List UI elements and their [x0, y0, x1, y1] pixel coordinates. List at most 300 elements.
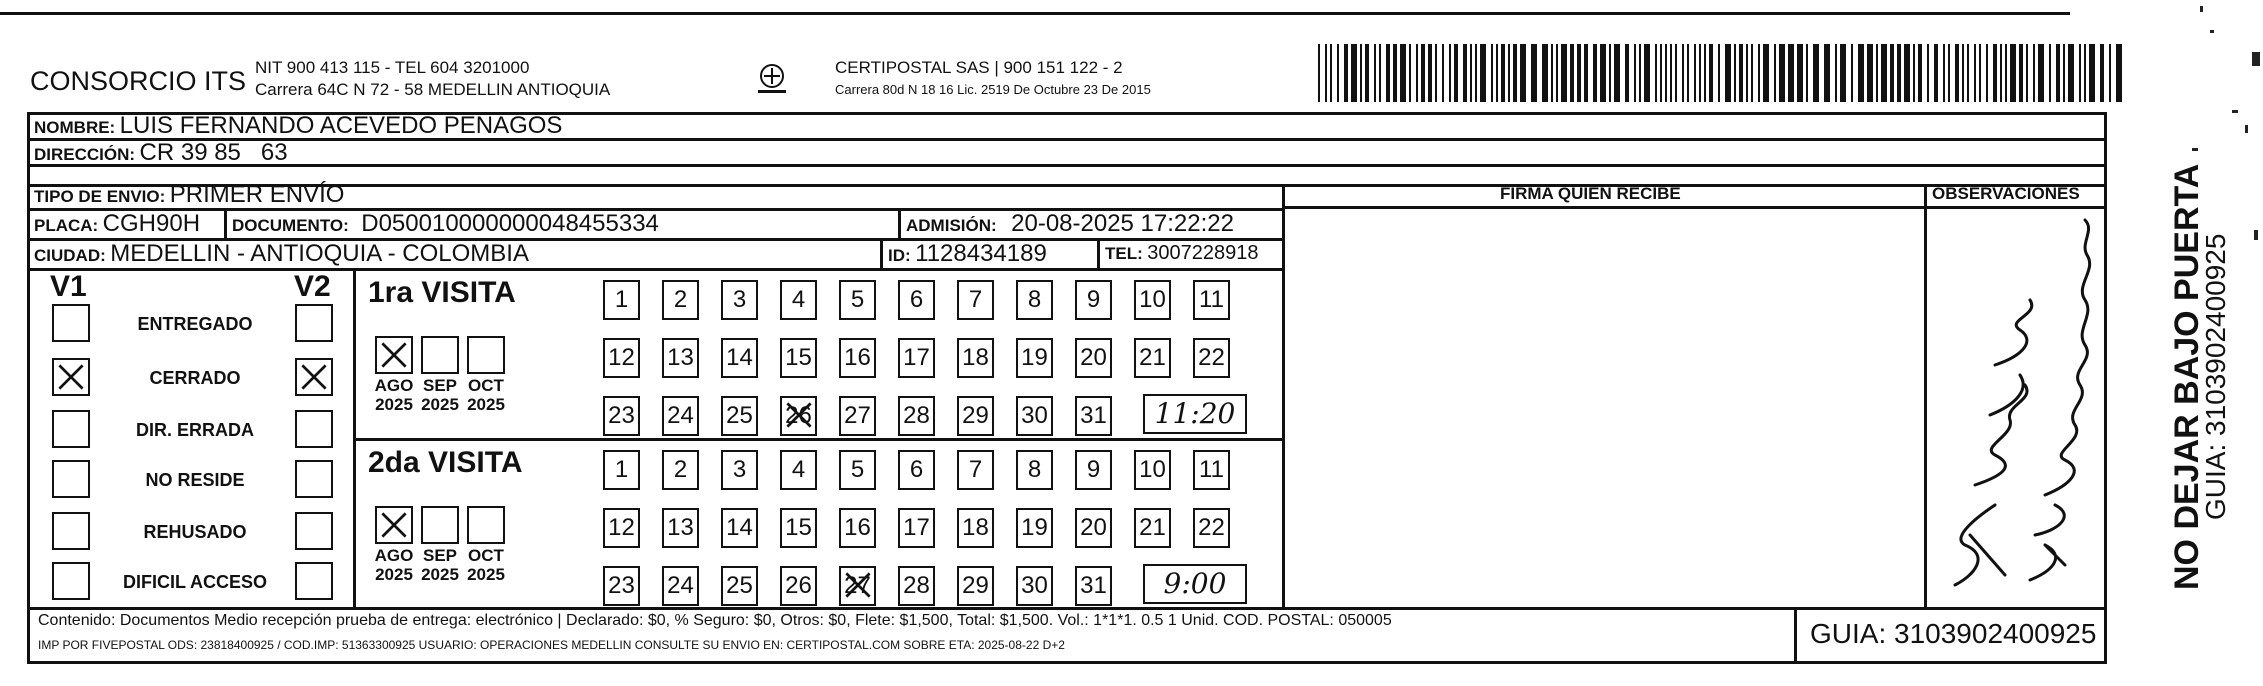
day-number: 13	[667, 514, 694, 541]
day-box[interactable]	[839, 396, 876, 436]
barcode-bar	[1955, 44, 1959, 102]
barcode-bar	[1416, 44, 1418, 102]
barcode-bar	[2019, 44, 2023, 102]
barcode-bar	[1840, 44, 1846, 102]
day-box[interactable]	[898, 338, 935, 378]
day-box[interactable]	[603, 338, 640, 378]
barcode-bar	[1584, 44, 1588, 102]
documento-row	[232, 210, 659, 238]
barcode-bar	[1475, 44, 1477, 102]
month-name: AGO	[374, 376, 414, 395]
day-number: 18	[962, 344, 989, 371]
day-number: 30	[1021, 402, 1048, 429]
barcode-bar	[1974, 44, 1976, 102]
admision-label: ADMISIÓN:	[906, 216, 997, 235]
barcode-bar	[1551, 44, 1553, 102]
barcode-bar	[1330, 44, 1332, 102]
barcode-bar	[1400, 44, 1406, 102]
month-year: 2025	[375, 565, 413, 584]
placa-row	[34, 210, 200, 238]
company-line-2: Carrera 64C N 72 - 58 MEDELLIN ANTIOQUIA	[255, 80, 611, 99]
month-year: 2025	[467, 395, 505, 414]
barcode-bar	[1318, 44, 1320, 102]
direccion-label: DIRECCIÓN:	[34, 145, 136, 164]
footer-line-1: Contenido: Documentos Medio recepción prueba de entrega: electrónico | Declarado: $0, % Seguro: $0, Otros: $0, Flete: $1,500, Total: $1,500. Vol.: 1*1*1. 0.5 1 Unid. COD. POSTAL: 050005	[38, 612, 1392, 629]
status-v1-checkbox[interactable]	[52, 460, 90, 498]
day-box[interactable]	[1075, 280, 1112, 320]
day-number: 22	[1198, 344, 1225, 371]
barcode-bar	[1986, 44, 1988, 102]
day-box[interactable]	[721, 508, 758, 548]
barcode-bar	[2033, 44, 2035, 102]
barcode-bar	[1435, 44, 1437, 102]
status-label: CERRADO	[149, 368, 241, 388]
day-box[interactable]	[721, 396, 758, 436]
day-box[interactable]	[898, 450, 935, 490]
placa-value: CGH90H	[102, 210, 201, 237]
day-number: 12	[608, 514, 635, 541]
barcode-bar	[1813, 44, 1819, 102]
day-box[interactable]	[1016, 508, 1053, 548]
footer-line-2: IMP POR FIVEPOSTAL ODS: 23818400925 / COD.IMP: 51363300925 USUARIO: OPERACIONES MEDELLIN CONSULTE SU ENVIO EN: CERTIPOSTAL.COM SOBRE ETA: 2025-08-22 D+2	[38, 638, 1065, 652]
day-box[interactable]	[780, 338, 817, 378]
id-value: 1128434189	[915, 240, 1047, 267]
visit-time: 9:00	[1143, 564, 1247, 604]
barcode-bar	[1851, 44, 1853, 102]
visit-divider	[353, 438, 1282, 441]
placa-label: PLACA:	[34, 216, 99, 235]
barcode-bar	[1824, 44, 1830, 102]
day-number: 26	[785, 402, 812, 429]
status-v2-checkbox[interactable]	[295, 512, 333, 550]
day-box[interactable]	[603, 280, 640, 320]
barcode-bar	[1739, 44, 1743, 102]
day-box[interactable]	[603, 566, 640, 606]
admision-row	[906, 210, 1234, 238]
month-label	[369, 546, 419, 584]
barcode-bar	[1876, 44, 1878, 102]
day-number: 1	[614, 286, 629, 313]
month-label	[461, 376, 511, 414]
day-number: 22	[1198, 514, 1225, 541]
top-border	[0, 12, 2070, 15]
day-number: 9	[1086, 456, 1101, 483]
day-number: 17	[903, 344, 930, 371]
row-line	[27, 164, 2107, 167]
status-label: DIR. ERRADA	[135, 420, 254, 440]
day-box[interactable]	[839, 450, 876, 490]
day-box[interactable]	[1075, 566, 1112, 606]
barcode-bar	[1670, 44, 1672, 102]
status-v2-checkbox[interactable]	[295, 410, 333, 448]
day-box[interactable]	[1016, 450, 1053, 490]
documento-value: D050010000000048455334	[361, 210, 659, 237]
barcode-bar	[1779, 44, 1785, 102]
day-box[interactable]	[839, 566, 876, 606]
day-number: 17	[903, 514, 930, 541]
barcode-bar	[1639, 44, 1641, 102]
status-label: ENTREGADO	[137, 314, 253, 334]
month-checkbox[interactable]	[467, 336, 505, 374]
day-box[interactable]	[662, 280, 699, 320]
certipostal-logo	[752, 60, 792, 100]
day-box[interactable]	[603, 450, 640, 490]
day-box[interactable]	[1193, 508, 1230, 548]
side-guia: GUIA: 3103902400925	[2200, 233, 2231, 520]
day-number: 31	[1080, 572, 1107, 599]
ciudad-value: MEDELLIN - ANTIOQUIA - COLOMBIA	[110, 240, 529, 267]
barcode-bar	[1962, 44, 1964, 102]
day-box[interactable]	[1134, 508, 1171, 548]
barcode-bar	[1725, 44, 1731, 102]
barcode-bar	[1897, 44, 1901, 102]
day-number: 25	[726, 402, 753, 429]
barcode-bar	[1577, 44, 1581, 102]
month-checkbox[interactable]	[375, 336, 413, 374]
barcode-bar	[1442, 44, 1444, 102]
month-name: OCT	[468, 546, 504, 565]
barcode-bar	[2010, 44, 2016, 102]
barcode-bar	[2005, 44, 2007, 102]
barcode-bar	[1428, 44, 1432, 102]
day-number: 2	[673, 456, 688, 483]
day-number: 7	[968, 456, 983, 483]
postal-address: Carrera 80d N 18 16 Lic. 2519 De Octubre 23 De 2015	[835, 82, 1151, 97]
barcode-bar	[1449, 44, 1451, 102]
barcode-bar	[1655, 44, 1657, 102]
status-v1-checkbox[interactable]	[52, 304, 90, 342]
day-box[interactable]	[1016, 396, 1053, 436]
tel-label: TEL:	[1105, 244, 1143, 263]
barcode-bar	[1694, 44, 1696, 102]
month-name: SEP	[422, 376, 458, 395]
day-box[interactable]	[1193, 280, 1230, 320]
status-v1-checkbox[interactable]	[52, 358, 90, 396]
day-box[interactable]	[721, 338, 758, 378]
day-number: 15	[785, 514, 812, 541]
day-box[interactable]	[780, 396, 817, 436]
month-label	[415, 376, 465, 414]
day-number: 26	[785, 572, 812, 599]
barcode-bar	[1470, 44, 1472, 102]
status-v2-checkbox[interactable]	[295, 562, 333, 600]
ciudad-row	[34, 240, 529, 268]
day-box[interactable]	[957, 450, 994, 490]
day-number: 6	[909, 286, 924, 313]
day-box[interactable]	[721, 450, 758, 490]
month-label	[415, 546, 465, 584]
barcode-bar	[1675, 44, 1677, 102]
day-number: 20	[1080, 344, 1107, 371]
month-label	[461, 546, 511, 584]
barcode-bar	[1337, 44, 1339, 102]
barcode-bar	[1934, 44, 1938, 102]
day-box[interactable]	[898, 566, 935, 606]
barcode-bar	[1709, 44, 1713, 102]
col-line	[353, 268, 356, 607]
direccion-row	[34, 139, 288, 167]
day-box[interactable]	[1134, 280, 1171, 320]
status-v2-checkbox[interactable]	[295, 304, 333, 342]
barcode-bar	[1788, 44, 1794, 102]
col-line	[1097, 238, 1100, 268]
visit-time: 11:20	[1143, 394, 1247, 434]
day-number: 21	[1139, 514, 1166, 541]
day-number: 23	[608, 572, 635, 599]
day-box[interactable]	[1075, 396, 1112, 436]
barcode-bar	[1531, 44, 1537, 102]
barcode-bar	[1454, 44, 1458, 102]
barcode-bar	[2079, 44, 2081, 102]
day-number: 3	[732, 286, 747, 313]
barcode-bar	[1734, 44, 1736, 102]
barcode-bar	[1379, 44, 1381, 102]
postal-company: CERTIPOSTAL SAS | 900 151 122 - 2	[835, 58, 1123, 77]
status-v2-checkbox[interactable]	[295, 460, 333, 498]
barcode-bar	[1542, 44, 1548, 102]
day-number: 1	[614, 456, 629, 483]
day-box[interactable]	[1075, 450, 1112, 490]
month-checkbox[interactable]	[421, 506, 459, 544]
barcode-bar	[1687, 44, 1689, 102]
month-checkbox[interactable]	[467, 506, 505, 544]
barcode-bar	[2000, 44, 2002, 102]
day-box[interactable]	[1193, 338, 1230, 378]
day-number: 16	[844, 514, 871, 541]
day-box[interactable]	[839, 508, 876, 548]
day-box[interactable]	[603, 508, 640, 548]
barcode-bar	[1600, 44, 1606, 102]
day-number: 29	[962, 572, 989, 599]
barcode-bar	[1718, 44, 1720, 102]
v2-label: V2	[294, 270, 331, 303]
status-label: NO RESIDE	[145, 470, 245, 490]
day-number: 15	[785, 344, 812, 371]
barcode-bar	[1513, 44, 1517, 102]
day-box[interactable]	[1134, 450, 1171, 490]
barcode-bar	[1967, 44, 1969, 102]
barcode-bar	[1927, 44, 1929, 102]
barcode-bar	[1918, 44, 1922, 102]
barcode-bar	[1609, 44, 1611, 102]
barcode-bar	[1614, 44, 1620, 102]
day-number: 3	[732, 456, 747, 483]
barcode-bar	[1625, 44, 1629, 102]
day-box[interactable]	[721, 566, 758, 606]
barcode-bar	[1835, 44, 1837, 102]
barcode-bar	[2084, 44, 2086, 102]
tipo-row	[34, 181, 344, 209]
day-box[interactable]	[957, 280, 994, 320]
status-label: DIFICIL ACCESO	[122, 572, 267, 592]
col-line	[1924, 184, 1927, 607]
barcode-bar	[1644, 44, 1650, 102]
footer-guia: GUIA: 3103902400925	[1810, 618, 2097, 649]
barcode-bar	[1360, 44, 1362, 102]
col-line	[1794, 607, 1797, 664]
day-box[interactable]	[1016, 338, 1053, 378]
day-number: 20	[1080, 514, 1107, 541]
barcode-bar	[1480, 44, 1486, 102]
barcode-bar	[1393, 44, 1397, 102]
day-number: 19	[1021, 514, 1048, 541]
day-number: 8	[1027, 286, 1042, 313]
day-box[interactable]	[1134, 338, 1171, 378]
barcode-bar	[1386, 44, 1390, 102]
day-box[interactable]	[780, 280, 817, 320]
month-label	[369, 376, 419, 414]
barcode-bar	[2026, 44, 2028, 102]
day-number: 10	[1139, 286, 1166, 313]
day-number: 16	[844, 344, 871, 371]
barcode-bar	[1746, 44, 1748, 102]
tipo-label: TIPO DE ENVIO:	[34, 187, 166, 206]
day-box[interactable]	[780, 566, 817, 606]
day-number: 4	[791, 286, 806, 313]
day-box[interactable]	[662, 450, 699, 490]
day-number: 28	[903, 572, 930, 599]
barcode-bar	[1344, 44, 1348, 102]
barcode-bar	[1501, 44, 1505, 102]
day-number: 30	[1021, 572, 1048, 599]
day-box[interactable]	[1193, 450, 1230, 490]
day-number: 24	[667, 572, 694, 599]
day-box[interactable]	[662, 508, 699, 548]
day-box[interactable]	[957, 566, 994, 606]
col-line	[880, 238, 883, 268]
day-number: 29	[962, 402, 989, 429]
day-box[interactable]	[721, 280, 758, 320]
barcode-bar	[1520, 44, 1526, 102]
barcode-bar	[1463, 44, 1467, 102]
nombre-label: NOMBRE:	[34, 118, 116, 137]
col-line	[224, 208, 227, 238]
barcode-bar	[1634, 44, 1636, 102]
day-box[interactable]	[662, 566, 699, 606]
day-box[interactable]	[1075, 338, 1112, 378]
day-box[interactable]	[662, 396, 699, 436]
observaciones-label: OBSERVACIONES	[1932, 184, 2080, 203]
status-v1-checkbox[interactable]	[52, 512, 90, 550]
barcode-bar	[1374, 44, 1376, 102]
barcode-bar	[1409, 44, 1411, 102]
status-v1-checkbox[interactable]	[52, 410, 90, 448]
day-number: 18	[962, 514, 989, 541]
v1-label: V1	[50, 270, 87, 303]
day-number: 2	[673, 286, 688, 313]
day-box[interactable]	[780, 450, 817, 490]
day-box[interactable]	[780, 508, 817, 548]
tipo-value: PRIMER ENVÍO	[169, 181, 345, 208]
day-box[interactable]	[898, 280, 935, 320]
barcode-bar	[2068, 44, 2074, 102]
day-box[interactable]	[839, 338, 876, 378]
day-box[interactable]	[898, 396, 935, 436]
barcode-bar	[1858, 44, 1864, 102]
day-number: 6	[909, 456, 924, 483]
day-number: 5	[850, 286, 865, 313]
barcode-bar	[1774, 44, 1776, 102]
day-box[interactable]	[662, 338, 699, 378]
barcode-bar	[1904, 44, 1910, 102]
tel-value: 3007228918	[1147, 242, 1259, 264]
visit-title: 1ra VISITA	[368, 276, 516, 309]
day-number: 28	[903, 402, 930, 429]
day-number: 24	[667, 402, 694, 429]
month-year: 2025	[467, 565, 505, 584]
day-box[interactable]	[957, 508, 994, 548]
scan-specks	[2100, 0, 2263, 300]
day-number: 31	[1080, 402, 1107, 429]
barcode-bar	[2089, 44, 2095, 102]
barcode-bar	[1948, 44, 1950, 102]
day-number: 19	[1021, 344, 1048, 371]
month-checkbox[interactable]	[375, 506, 413, 544]
month-year: 2025	[375, 395, 413, 414]
barcode-bar	[2056, 44, 2060, 102]
status-label: REHUSADO	[143, 522, 247, 542]
day-number: 25	[726, 572, 753, 599]
barcode-bar	[2049, 44, 2051, 102]
day-number: 12	[608, 344, 635, 371]
barcode-bar	[1365, 44, 1369, 102]
barcode-bar	[1751, 44, 1753, 102]
barcode-bar	[1867, 44, 1873, 102]
month-name: SEP	[422, 546, 458, 565]
barcode-bar	[1763, 44, 1769, 102]
day-box[interactable]	[957, 396, 994, 436]
day-number: 27	[844, 402, 871, 429]
row-line	[27, 268, 1282, 271]
id-row	[888, 240, 1047, 268]
day-box[interactable]	[839, 280, 876, 320]
barcode-bar	[1556, 44, 1558, 102]
col-line	[1282, 184, 1285, 607]
barcode-bar	[1699, 44, 1701, 102]
barcode-bar	[1682, 44, 1684, 102]
barcode-bar	[1660, 44, 1662, 102]
col-line	[898, 208, 901, 238]
day-box[interactable]	[1016, 566, 1053, 606]
day-box[interactable]	[603, 396, 640, 436]
day-box[interactable]	[1075, 508, 1112, 548]
side-warning: NO DEJAR BAJO PUERTA	[2168, 163, 2206, 590]
nombre-row	[34, 112, 562, 140]
barcode-bar	[1881, 44, 1887, 102]
barcode-bar	[1491, 44, 1493, 102]
day-number: 27	[844, 572, 871, 599]
status-v2-checkbox[interactable]	[295, 358, 333, 396]
barcode-bar	[1890, 44, 1894, 102]
row-line	[1282, 206, 2107, 209]
company-name: CONSORCIO ITS	[30, 66, 247, 96]
day-number: 11	[1199, 286, 1224, 313]
day-box[interactable]	[957, 338, 994, 378]
month-name: OCT	[468, 376, 504, 395]
day-number: 14	[726, 344, 753, 371]
barcode-bar	[1993, 44, 1997, 102]
barcode-bar	[1704, 44, 1706, 102]
barcode-bar	[1325, 44, 1327, 102]
day-box[interactable]	[1016, 280, 1053, 320]
direccion-value: CR 39 85 63	[139, 139, 288, 166]
status-v1-checkbox[interactable]	[52, 562, 90, 600]
day-number: 21	[1139, 344, 1166, 371]
day-box[interactable]	[898, 508, 935, 548]
day-number: 10	[1139, 456, 1166, 483]
barcode-bar	[1508, 44, 1510, 102]
month-checkbox[interactable]	[421, 336, 459, 374]
